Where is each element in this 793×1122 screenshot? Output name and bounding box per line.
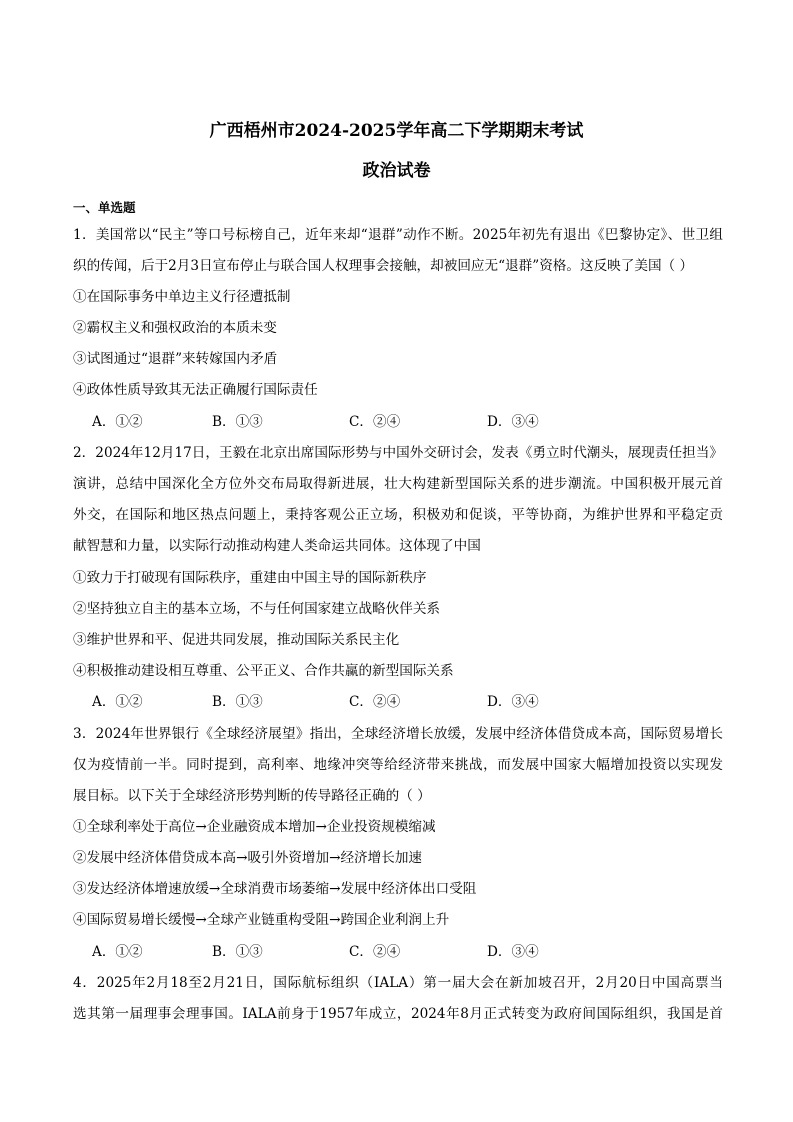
question-2-line-1: 2．2024年12月17日，王毅在北京出席国际形势与中国外交研讨会，发表《勇立时代潮头，展现责任担当》	[73, 445, 723, 461]
question-2-option-c[interactable]: C．②④	[349, 694, 401, 710]
question-3-option-b[interactable]: B．①③	[212, 944, 263, 960]
question-2-statement-2: ②坚持独立自主的基本立场，不与任何国家建立战略伙伴关系	[73, 601, 441, 617]
question-3-option-a[interactable]: A．①②	[92, 944, 143, 960]
section-heading: 一、单选题	[73, 200, 136, 215]
question-4-line-1: 4．2025年2月18至2月21日，国际航标组织（IALA）第一届大会在新加坡召开，2月20日中国高票当	[73, 975, 723, 991]
question-4-line-2: 选其第一届理事会理事国。IALA前身于1957年成立，2024年8月正式转变为政府间国际组织，我国是首	[73, 1006, 723, 1022]
question-2-line-2: 演讲，总结中国深化全方位外交布局取得新进展，壮大构建新型国际关系的进步潮流。中国积极开展元首	[73, 476, 723, 492]
question-3-line-2: 仅为疫情前一半。同时提到，高利率、地缘冲突等给经济带来挑战，而发展中国家大幅增加投资以实现发	[73, 757, 723, 773]
question-2-option-a[interactable]: A．①②	[92, 694, 143, 710]
question-3-statement-3: ③发达经济体增速放缓→全球消费市场萎缩→发展中经济体出口受阻	[73, 881, 477, 897]
question-1-line-2: 织的传闻，后于2月3日宣布停止与联合国人权理事会接触，却被回应无“退群”资格。这反映了美国（ ）	[73, 258, 694, 274]
question-1-option-a[interactable]: A．①②	[92, 414, 143, 430]
question-3-line-3: 展目标。以下关于全球经济形势判断的传导路径正确的（ ）	[73, 788, 431, 804]
exam-title: 广西梧州市2024-2025学年高二下学期期末考试	[209, 121, 584, 141]
exam-subtitle: 政治试卷	[362, 161, 431, 181]
question-2-option-d[interactable]: D．③④	[487, 694, 539, 710]
question-1-statement-1: ①在国际事务中单边主义行径遭抵制	[73, 289, 291, 305]
question-3-statement-1: ①全球利率处于高位→企业融资成本增加→企业投资规模缩减	[73, 819, 436, 835]
question-1-statement-4: ④政体性质导致其无法正确履行国际责任	[73, 382, 318, 398]
question-2-line-4: 献智慧和力量，以实际行动推动构建人类命运共同体。这体现了中国	[73, 538, 481, 554]
question-1-option-b[interactable]: B．①③	[212, 414, 263, 430]
question-1-option-d[interactable]: D．③④	[487, 414, 539, 430]
question-3-option-d[interactable]: D．③④	[487, 944, 539, 960]
question-2-statement-1: ①致力于打破现有国际秩序，重建由中国主导的国际新秩序	[73, 570, 427, 586]
question-2-line-3: 外交，在国际和地区热点问题上，秉持客观公正立场，积极劝和促谈，平等协商，为维护世界和平稳定贡	[73, 507, 723, 523]
question-2-statement-4: ④积极推动建设相互尊重、公平正义、合作共赢的新型国际关系	[73, 663, 454, 679]
question-1-option-c[interactable]: C．②④	[349, 414, 401, 430]
question-2-option-b[interactable]: B．①③	[212, 694, 263, 710]
question-3-line-1: 3．2024年世界银行《全球经济展望》指出，全球经济增长放缓，发展中经济体借贷成本高，国际贸易增长	[73, 726, 723, 742]
question-1-statement-2: ②霸权主义和强权政治的本质未变	[73, 320, 277, 336]
question-1-statement-3: ③试图通过“退群”来转嫁国内矛盾	[73, 351, 278, 367]
question-3-statement-2: ②发展中经济体借贷成本高→吸引外资增加→经济增长加速	[73, 850, 423, 866]
question-2-statement-3: ③维护世界和平、促进共同发展，推动国际关系民主化	[73, 632, 400, 648]
question-3-statement-4: ④国际贸易增长缓慢→全球产业链重构受阻→跨国企业利润上升	[73, 912, 450, 928]
question-3-option-c[interactable]: C．②④	[349, 944, 401, 960]
question-1-line-1: 1．美国常以“民主”等口号标榜自己，近年来却“退群”动作不断。2025年初先有退出《巴黎协定》、世卫组	[73, 227, 723, 243]
